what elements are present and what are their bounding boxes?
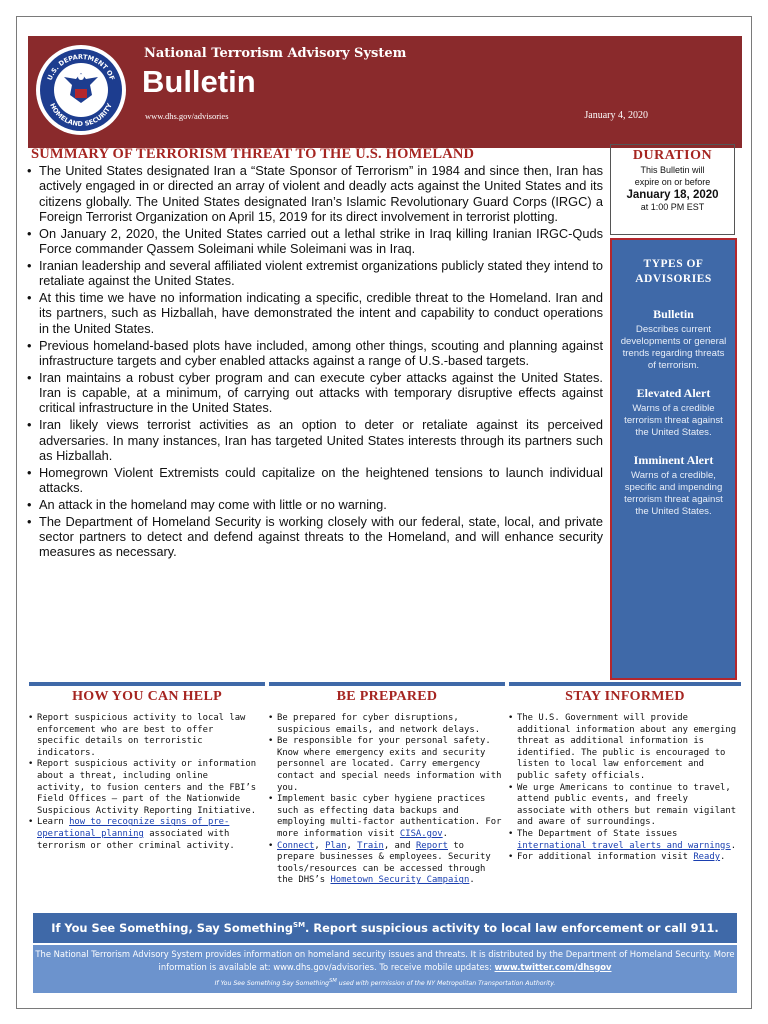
informed-title: STAY INFORMED bbox=[565, 689, 685, 704]
bulletin-title: Bulletin bbox=[142, 64, 256, 99]
duration-title: DURATION bbox=[632, 148, 713, 163]
pre-operational-planning-link[interactable]: how to recognize signs of pre-operational planning bbox=[37, 817, 230, 839]
advisory-type-desc: Describes current developments or general trends regarding threats of terrorism. bbox=[620, 324, 727, 371]
summary-item: • On January 2, 2020, the United States carried out a lethal strike in Iraq killing Iranian IRGC-Quds Force commander Qassem Soleimani while Soleimani was in Iraq. bbox=[25, 226, 603, 257]
advisories-url[interactable]: www.dhs.gov/advisories bbox=[145, 111, 229, 121]
dhs-seal-icon bbox=[36, 45, 126, 135]
svg-text:HOMELAND SECURITY: HOMELAND SECURITY bbox=[48, 101, 114, 129]
summary-item: • At this time we have no information indicating a specific, credible threat to the Homeland. Iran and its partners, such as Hizballah, have demonstrated the intent and capability to conduct operations in the United States. bbox=[25, 290, 603, 336]
ready-link[interactable]: Ready bbox=[693, 852, 721, 863]
informed-item: • The U.S. Government will provide additional information about any emerging threat as additional information is identified. The public is encouraged to listen to local law enforcement and public safety officials. bbox=[507, 713, 741, 783]
bulletin-date: January 4, 2020 bbox=[584, 110, 648, 121]
prepared-item: • Be responsible for your personal safety. Know where emergency exits and security personnel are located. Carry emergency contact and special needs information with you. bbox=[267, 736, 505, 794]
travel-alerts-link[interactable]: international travel alerts and warnings bbox=[517, 840, 731, 851]
duration-line2: expire on or before bbox=[634, 177, 711, 187]
column-bar bbox=[29, 682, 265, 686]
prepared-title: BE PREPARED bbox=[336, 689, 438, 704]
summary-title: SUMMARY OF TERRORISM THREAT TO THE U.S. HOMELAND bbox=[31, 146, 475, 162]
expiry-date: January 18, 2020 bbox=[626, 189, 719, 201]
advisory-type-title: Imminent Alert bbox=[633, 453, 714, 467]
types-heading: TYPES OF ADVISORIES bbox=[635, 258, 712, 285]
prepared-item: • Implement basic cyber hygiene practices such as effecting data backups and employing multi-factor authentication. For more information visit CISA.gov. bbox=[267, 794, 505, 840]
summary-list bbox=[25, 163, 603, 561]
system-name: National Terrorism Advisory System bbox=[144, 46, 407, 61]
expiry-time: at 1:00 PM EST bbox=[640, 202, 705, 212]
cisa-link[interactable]: CISA.gov bbox=[399, 828, 443, 839]
column-bar bbox=[269, 682, 505, 686]
summary-item: • The United States designated Iran a “State Sponsor of Terrorism” in 1984 and since then, Iran has actively engaged in or directed an array of violent and deadly acts against the United States and its citizens globally. The United States designated Iran’s Islamic Revolutionary Guard Corps (IRGC) a Foreign Terrorist Organization on April 15, 2019 for its direct involvement in terrorist plotting. bbox=[25, 163, 603, 224]
summary-item: • An attack in the homeland may come with little or no warning. bbox=[25, 497, 603, 512]
help-item: • Learn how to recognize signs of pre-operational planning associated with terrorism or other criminal activity. bbox=[27, 817, 261, 852]
informed-item: • The Department of State issues international travel alerts and warnings. bbox=[507, 829, 741, 852]
help-item: • Report suspicious activity to local law enforcement who are best to offer specific details on terroristic indicators. bbox=[27, 713, 261, 759]
help-item: • Report suspicious activity or information about a threat, including online activity, to fusion centers and the FBI’s Field Offices – part of the Nationwide Suspicious Activity Reporting Initiative. bbox=[27, 759, 261, 817]
column-bar bbox=[509, 682, 741, 686]
train-link[interactable]: Train bbox=[357, 840, 384, 851]
informed-item: • We urge Americans to continue to travel, attend public events, and freely associate with others but remain vigilant and aware of surroundings. bbox=[507, 783, 741, 829]
permission-note: If You See Something Say Something℠ used with permission of the NY Metropolitan Transportation Authority. bbox=[214, 978, 556, 988]
advisory-type-title: Bulletin bbox=[653, 307, 694, 321]
twitter-link[interactable]: www.twitter.com/dhsgov bbox=[494, 961, 612, 972]
prepared-item: • Be prepared for cyber disruptions, suspicious emails, and network delays. bbox=[267, 713, 505, 736]
advisory-type-title: Elevated Alert bbox=[636, 386, 711, 400]
summary-item: • Previous homeland-based plots have included, among other things, scouting and planning against infrastructure targets and cyber enabled attacks against a range of U.S.-based targets. bbox=[25, 338, 603, 369]
summary-item: • The Department of Homeland Security is working closely with our federal, state, local, and private sector partners to detect and defend against threats to the Homeland, and will enhance security measures as necessary. bbox=[25, 514, 603, 560]
summary-item: • Homegrown Violent Extremists could capitalize on the heightened tensions to launch individual attacks. bbox=[25, 465, 603, 496]
plan-link[interactable]: Plan bbox=[325, 840, 347, 851]
advisory-type-desc: Warns of a credible terrorism threat against the United States. bbox=[624, 403, 723, 438]
types-of-advisories-panel bbox=[610, 238, 737, 680]
informed-list bbox=[507, 713, 741, 864]
hometown-security-link[interactable]: Hometown Security Campaign bbox=[330, 875, 470, 886]
summary-item: • Iranian leadership and several affiliated violent extremist organizations publicly stated they intend to retaliate against the United States. bbox=[25, 258, 603, 289]
see-something-banner: If You See Something, Say Something℠. Report suspicious activity to local law enforcement or call 911. bbox=[33, 913, 737, 943]
help-list bbox=[27, 713, 261, 852]
advisory-type-desc: Warns of a credible, specific and impending terrorism threat against the United States. bbox=[624, 470, 723, 517]
svg-text:U.S. DEPARTMENT OF: U.S. DEPARTMENT OF bbox=[45, 52, 117, 82]
header-banner bbox=[28, 36, 742, 148]
prepared-list bbox=[267, 713, 505, 887]
duration-line1: This Bulletin will bbox=[640, 165, 705, 175]
duration-box bbox=[610, 144, 735, 235]
summary-item: • Iran maintains a robust cyber program and can execute cyber attacks against the United States. Iran is capable, at a minimum, of carrying out attacks with temporary disruptive effects against critical infrastructure in the United States. bbox=[25, 370, 603, 416]
summary-item: • Iran likely views terrorist activities as an option to deter or retaliate against its perceived adversaries. In many instances, Iran has targeted United States interests through its partners such as Hizballah. bbox=[25, 417, 603, 463]
report-link[interactable]: Report bbox=[415, 840, 448, 851]
bulletin-page bbox=[16, 16, 752, 1009]
informed-item: • For additional information visit Ready. bbox=[507, 852, 741, 864]
ntas-info-footer: The National Terrorism Advisory System provides information on homeland security issues and threats. It is distributed by the Department of Homeland Security. More information is available at: www.dhs.gov/advisories. To receive mobile updates: www.twitter.com/dhsgov If You See Something Say Something℠ used with permission of the NY Metropolitan Transportation Authority. bbox=[33, 945, 737, 993]
help-title: HOW YOU CAN HELP bbox=[72, 689, 222, 704]
connect-link[interactable]: Connect bbox=[277, 840, 315, 851]
prepared-item: • Connect, Plan, Train, and Report to prepare businesses & employees. Security tools/resources can be accessed through the DHS’s Hometown Security Campaign. bbox=[267, 841, 505, 887]
